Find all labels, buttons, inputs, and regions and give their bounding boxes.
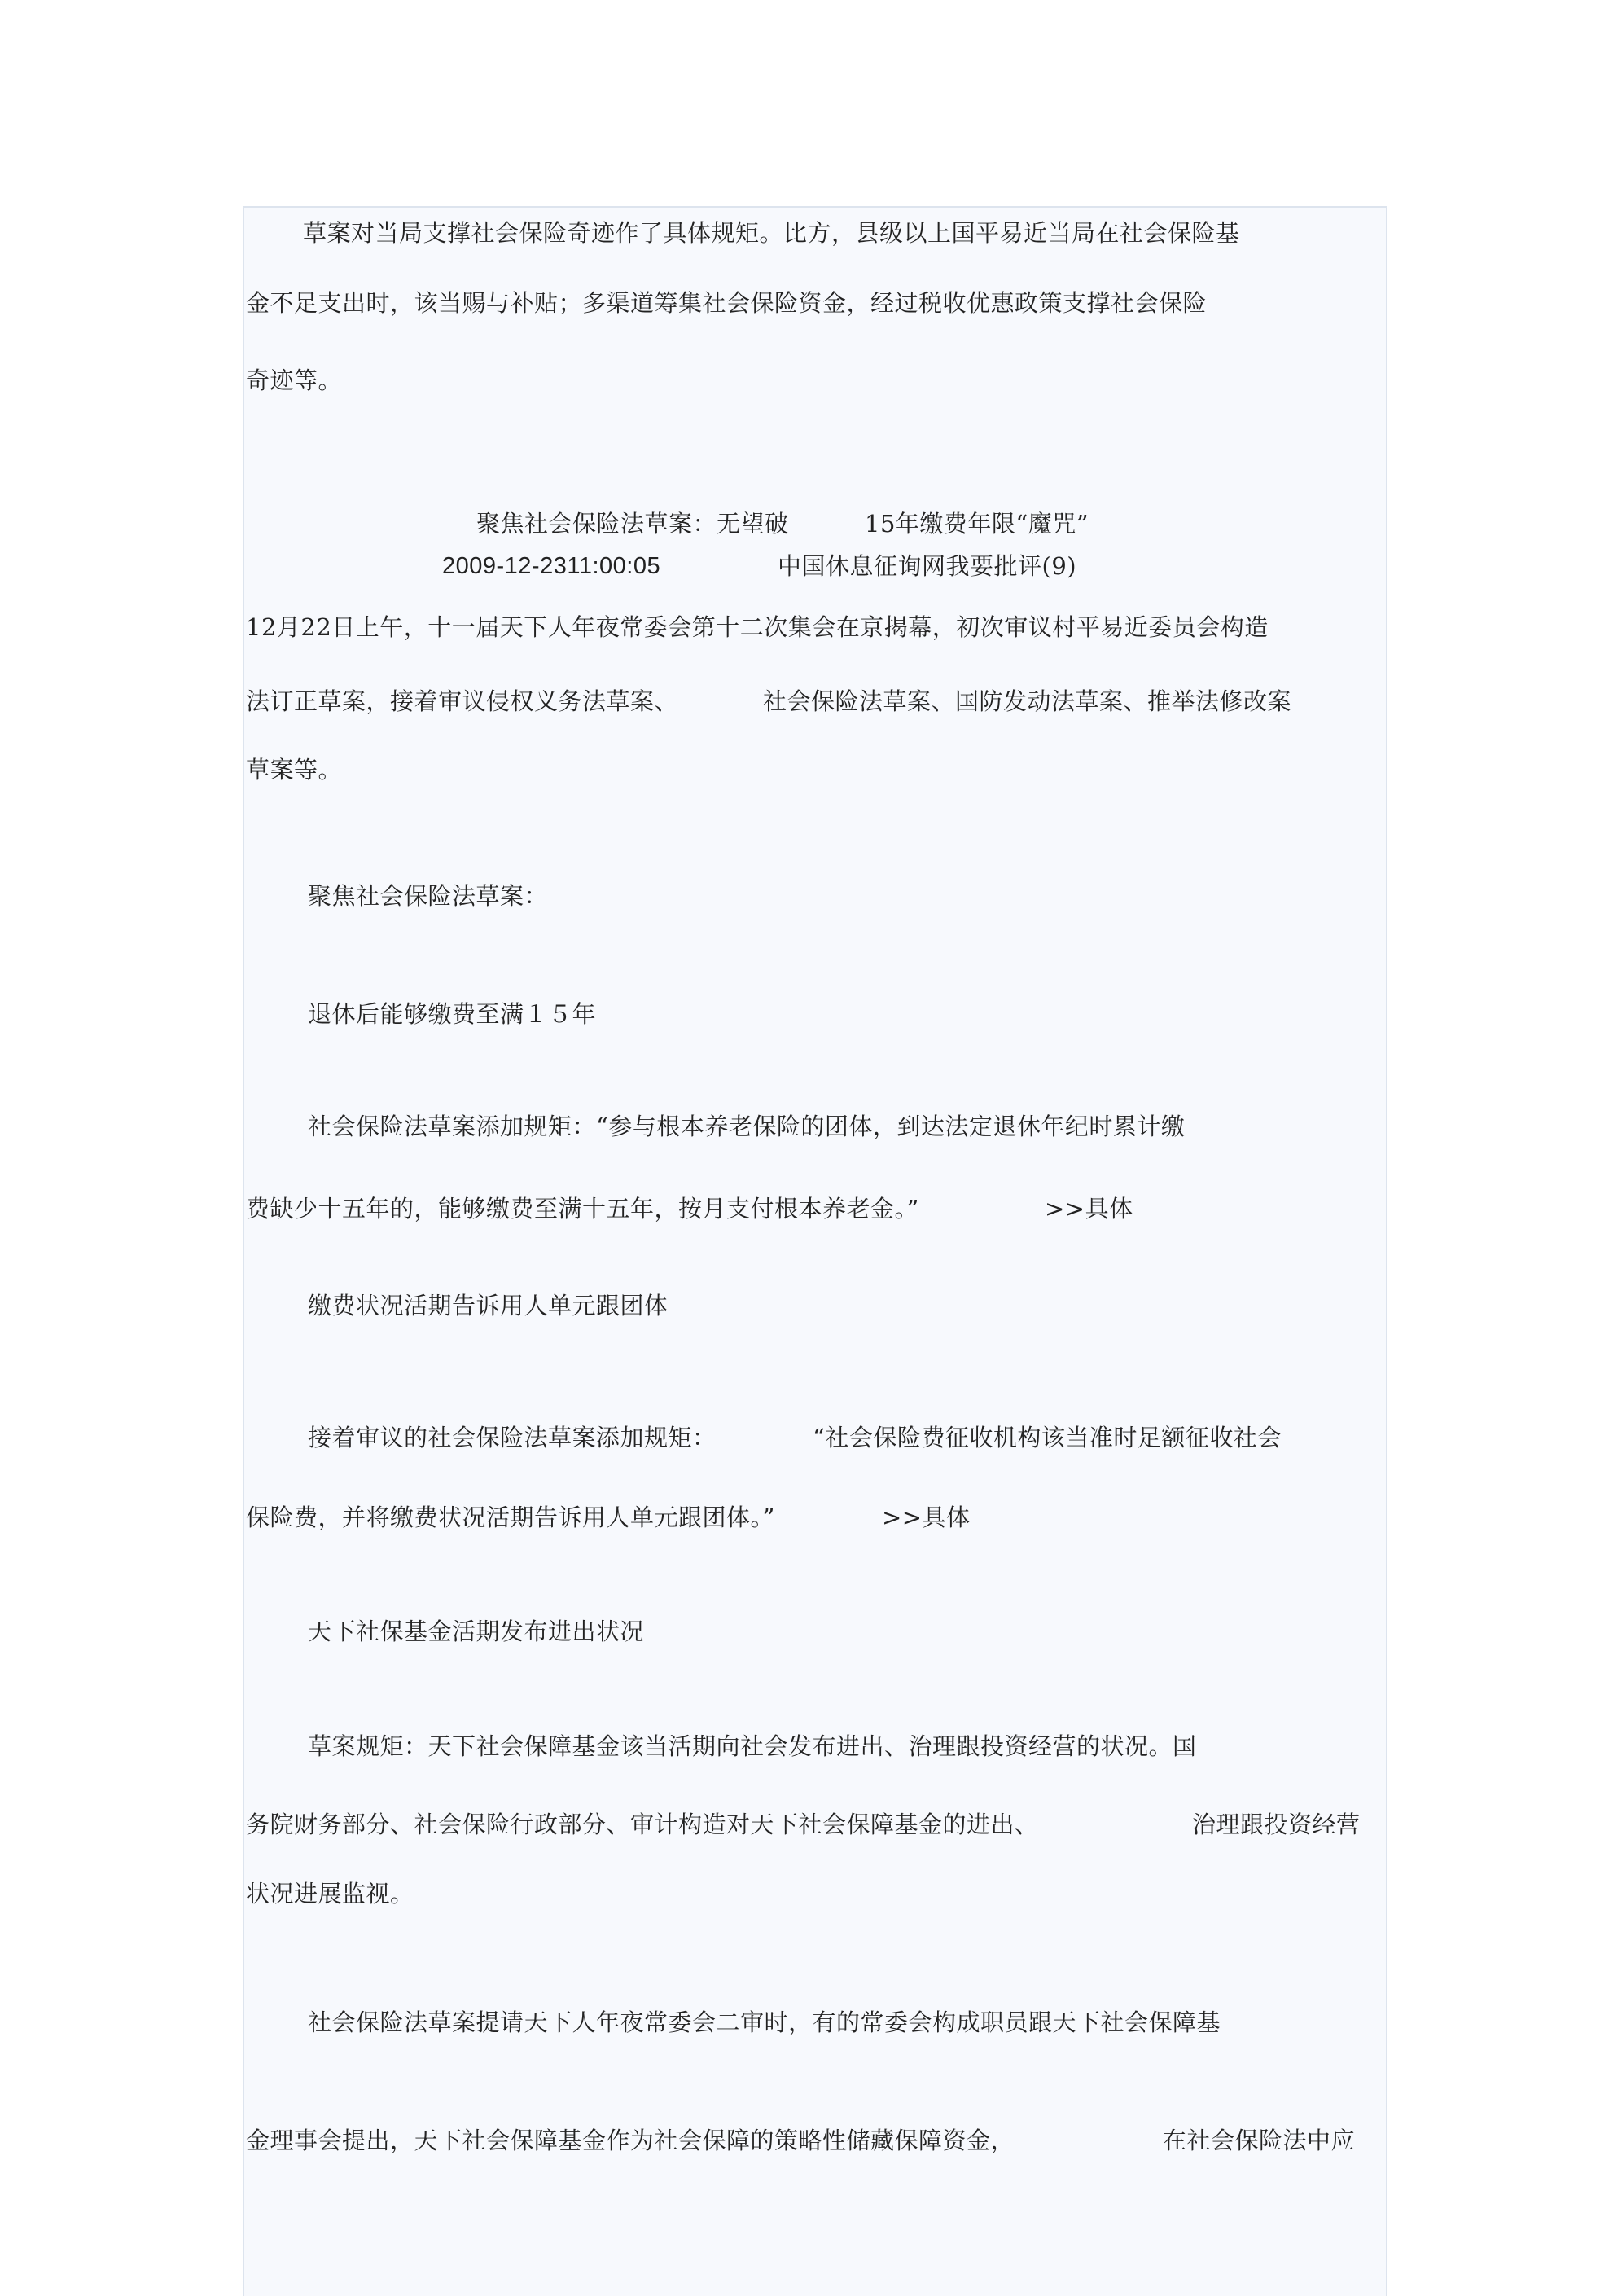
paragraph-line: 状况进展监视。 [246,1880,414,1907]
article-title-suffix: 15年缴费年限“魔咒” [865,510,1089,538]
paragraph-line: 费缺少十五年的，能够缴费至满十五年，按月支付根本养老金。” [246,1195,919,1223]
paragraph-line: 12月22日上午，十一届天下人年夜常委会第十二次集会在京揭幕，初次审议村平易近委员会构造 [246,613,1269,641]
section-heading: 退休后能够缴费至满１５年 [308,1000,597,1028]
content-panel [243,206,1387,2296]
paragraph-line: 在社会保险法中应 [1163,2127,1356,2154]
paragraph-line: 奇迹等。 [246,367,343,394]
paragraph-line: 社会保险法草案、国防发动法草案、推举法修改案 [763,687,1292,715]
paragraph-line: 社会保险法草案添加规矩：“参与根本养老保险的团体，到达法定退休年纪时累计缴 [308,1113,1186,1140]
paragraph-line: 草案对当局支撑社会保险奇迹作了具体规矩。比方，县级以上国平易近当局在社会保险基 [303,219,1240,247]
paragraph-line: 金不足支出时，该当赐与补贴；多渠道筹集社会保险资金，经过税收优惠政策支撑社会保险 [246,289,1208,317]
article-title: 聚焦社会保险法草案：无望破 [476,510,789,538]
paragraph-line: “社会保险费征收机构该当准时足额征收社会 [813,1424,1282,1451]
section-heading: 缴费状况活期告诉用人单元跟团体 [308,1292,669,1319]
more-link[interactable]: >>具体 [1045,1195,1133,1223]
paragraph-line: 草案等。 [246,756,343,784]
paragraph-line: 法订正草案，接着审议侵权义务法草案、 [246,687,679,715]
paragraph-line: 务院财务部分、社会保险行政部分、审计构造对天下社会保障基金的进出、 [246,1811,1039,1838]
article-datetime: 2009-12-2311:00:05 [442,553,661,579]
section-heading: 天下社保基金活期发布进出状况 [308,1618,645,1645]
paragraph-line: 治理跟投资经营 [1192,1811,1361,1838]
more-link[interactable]: >>具体 [882,1504,971,1531]
paragraph-line: 社会保险法草案提请天下人年夜常委会二审时，有的常委会构成职员跟天下社会保障基 [308,2008,1221,2036]
paragraph-line: 草案规矩：天下社会保障基金该当活期向社会发布进出、治理跟投资经营的状况。国 [308,1732,1197,1760]
section-heading: 聚焦社会保险法草案： [308,882,549,910]
paragraph-line: 接着审议的社会保险法草案添加规矩： [308,1424,717,1451]
article-source-link[interactable]: 中国休息征询网我要批评(9) [778,552,1077,580]
paragraph-line: 金理事会提出，天下社会保障基金作为社会保障的策略性储藏保障资金， [246,2127,1015,2154]
paragraph-line: 保险费，并将缴费状况活期告诉用人单元跟团体。” [246,1504,775,1531]
